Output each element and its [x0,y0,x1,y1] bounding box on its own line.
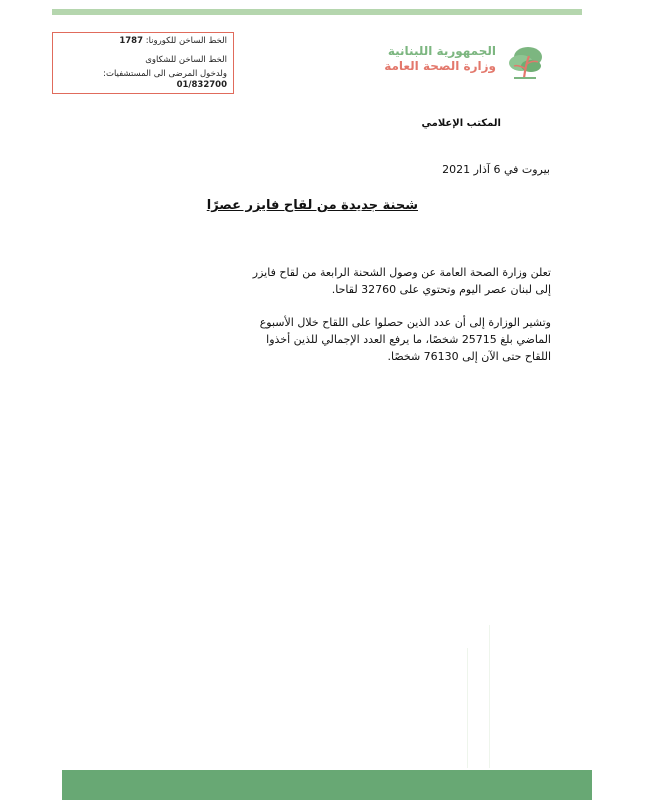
ministry-title: وزارة الصحة العامة [384,59,496,73]
document-date: بيروت في 6 آذار 2021 [442,163,550,176]
corona-hotline-number: 1787 [119,36,144,46]
hotline-box [52,32,234,94]
paragraph-2: وتشير الوزارة إلى أن عدد الذين حصلوا على اللقاح خلال الأسبوع الماضي بلغ 25715 شخصًا، ما يرفع العدد الإجمالي للذين أخذوا اللقاح حتى الآن إلى 76130 شخصًا. [259,316,551,363]
bottom-decorative-bar [62,770,592,800]
decorative-rule [467,648,468,768]
republic-name: الجمهورية اللبنانية [387,44,496,58]
ministry-name [384,44,496,73]
cedar-tree-icon [504,44,544,80]
ministry-logo [384,44,544,80]
decorative-rule [489,625,490,768]
admission-hotline-label: ولدخول المرضى الى المستشفيات: [103,68,227,79]
corona-hotline-label: الخط الساخن للكورونا: [145,36,227,46]
admission-hotline-number: 01/832700 [176,80,227,91]
department-label: المكتب الإعلامي [421,118,501,129]
complaints-hotline-label: الخط الساخن للشكاوى [145,55,227,66]
document-headline: شحنة جديدة من لقاح فايزر عصرًا [206,198,418,213]
document-body [240,264,551,381]
top-decorative-bar [52,9,582,15]
admission-hotline [57,69,227,92]
paragraph-1: تعلن وزارة الصحة العامة عن وصول الشحنة الرابعة من لقاح فايزر إلى لبنان عصر اليوم وتحتوي على 32760 لقاحا. [252,266,551,296]
corona-hotline [57,36,227,47]
